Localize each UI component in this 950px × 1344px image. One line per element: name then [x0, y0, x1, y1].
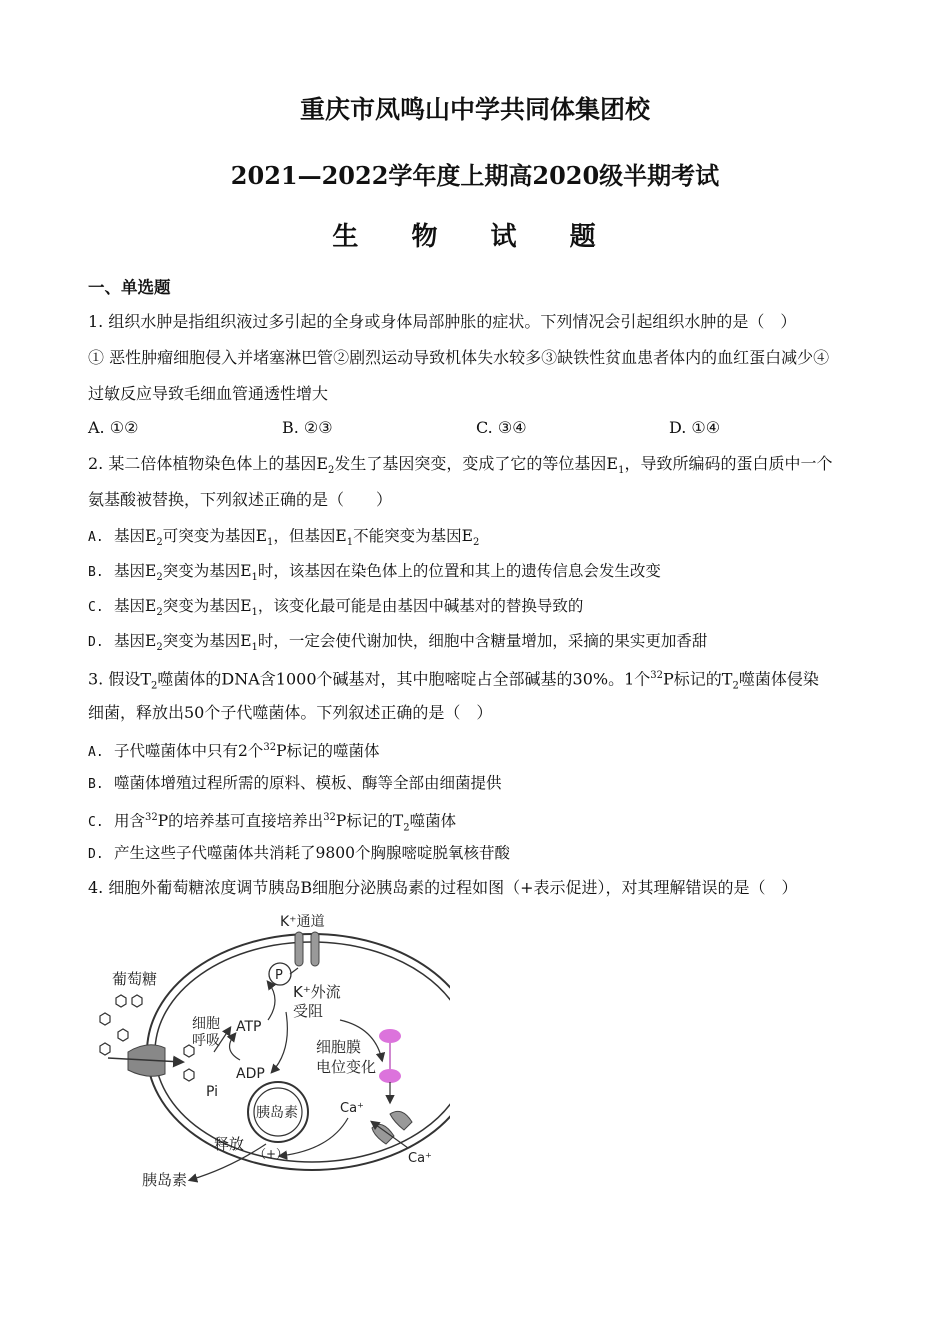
atp-label: ATP: [236, 1019, 262, 1035]
section-heading: 一、单选题: [88, 278, 171, 297]
pi-label: Pi: [206, 1084, 219, 1100]
q1-option-b: B. ②③: [282, 418, 333, 437]
q1-option-d: D. ①④: [669, 418, 721, 437]
k-channel-shape: [295, 932, 319, 966]
q1-option-c: C. ③④: [476, 418, 527, 437]
q3-stem: 3. 假设$T_2$噬菌体的DNA含1000个碱基对，其中胞嘧啶占全部碱基的30%。1个$^{32}$P标记的$T_2$噬菌体侵染: [88, 669, 819, 692]
q3-option-d: D. 产生这些子代噬菌体共消耗了9800个胸腺嘧啶脱氧核苷酸: [88, 844, 510, 862]
membrane-potential-marker: [379, 1029, 401, 1102]
release-label: 释放: [214, 1135, 245, 1153]
insulin-secretion-diagram: [90, 900, 450, 1195]
q2-option-d: D. 基因$E_2$突变为基因$E_1$时，一定会使代谢加快，细胞中含糖量增加，采摘的果实更加香甜: [88, 632, 708, 654]
respiration-label-1: 细胞: [192, 1016, 220, 1032]
q1-option-a: A. ①②: [88, 418, 139, 437]
q4-stem: 4. 细胞外葡萄糖浓度调节胰岛B细胞分泌胰岛素的过程如图（+表示促进），对其理解错误的是（ ）: [88, 878, 798, 897]
q3-option-c: C. 用含$^{32}$P的培养基可直接培养出$^{32}$P标记的$T_2$噬菌体: [88, 812, 457, 834]
ca-inside-label: Ca⁺: [340, 1101, 364, 1116]
ca-outside-label: Ca⁺: [408, 1151, 432, 1166]
promote-label: （+）: [254, 1147, 289, 1161]
q3-line2: 细菌，释放出50个子代噬菌体。下列叙述正确的是（ ）: [88, 703, 493, 722]
k-efflux-label-2: 受阻: [293, 1002, 324, 1020]
q2-line2: 氨基酸被替换，下列叙述正确的是（ ）: [88, 490, 393, 509]
q3-option-b: B. 噬菌体增殖过程所需的原料、模板、酶等全部由细菌提供: [88, 774, 502, 792]
q2-option-b: B. 基因$E_2$突变为基因$E_1$时，该基因在染色体上的位置和其上的遗传信息会发生改变: [88, 562, 661, 584]
q1-line3: 过敏反应导致毛细血管通透性增大: [88, 384, 329, 403]
q2-option-a: A. 基因$E_2$可突变为基因$E_1$，但基因$E_1$不能突变为基因$E_2$: [88, 527, 480, 549]
insulin-vesicle-label: 胰岛素: [256, 1105, 298, 1121]
k-channel-label: K⁺通道: [280, 914, 325, 930]
q1-line2: ① 恶性肿瘤细胞侵入并堵塞淋巴管②剧烈运动导致机体失水较多③缺铁性贫血患者体内的血红蛋白减少④: [88, 348, 830, 367]
atp-to-p-arrow: [268, 982, 275, 1020]
exam-title: 2021—2022学年度上期高2020级半期考试: [230, 161, 720, 190]
atp-to-adp-arrow: [272, 1012, 287, 1072]
adp-to-atp-arrow: [230, 1034, 240, 1060]
membrane-potential-label-1: 细胞膜: [316, 1038, 362, 1056]
school-title: 重庆市凤鸣山中学共同体集团校: [299, 95, 650, 124]
glucose-transporter: [108, 1045, 182, 1076]
subject-title: 生 物 试 题: [332, 222, 618, 252]
phosphate-label: P: [275, 968, 283, 983]
q2-stem: 2. 某二倍体植物染色体上的基因$E_2$发生了基因突变，变成了它的等位基因$E_1$，导致所编码的蛋白质中一个: [88, 454, 833, 477]
glucose-label: 葡萄糖: [112, 970, 158, 988]
insulin-out-label: 胰岛素: [142, 1171, 188, 1189]
q1-stem: 1. 组织水肿是指组织液过多引起的全身或身体局部肿胀的症状。下列情况会引起组织水肿的是（ ）: [88, 312, 797, 331]
q3-option-a: A. 子代噬菌体中只有2个$^{32}$P标记的噬菌体: [88, 742, 380, 761]
respiration-label-2: 呼吸: [192, 1033, 220, 1049]
k-efflux-label-1: K⁺外流: [293, 983, 341, 1001]
membrane-potential-label-2: 电位变化: [316, 1058, 377, 1076]
q2-option-c: C. 基因$E_2$突变为基因$E_1$，该变化最可能是由基因中碱基对的替换导致的: [88, 597, 584, 619]
adp-label: ADP: [236, 1066, 265, 1082]
ca-channel: [372, 1111, 412, 1148]
